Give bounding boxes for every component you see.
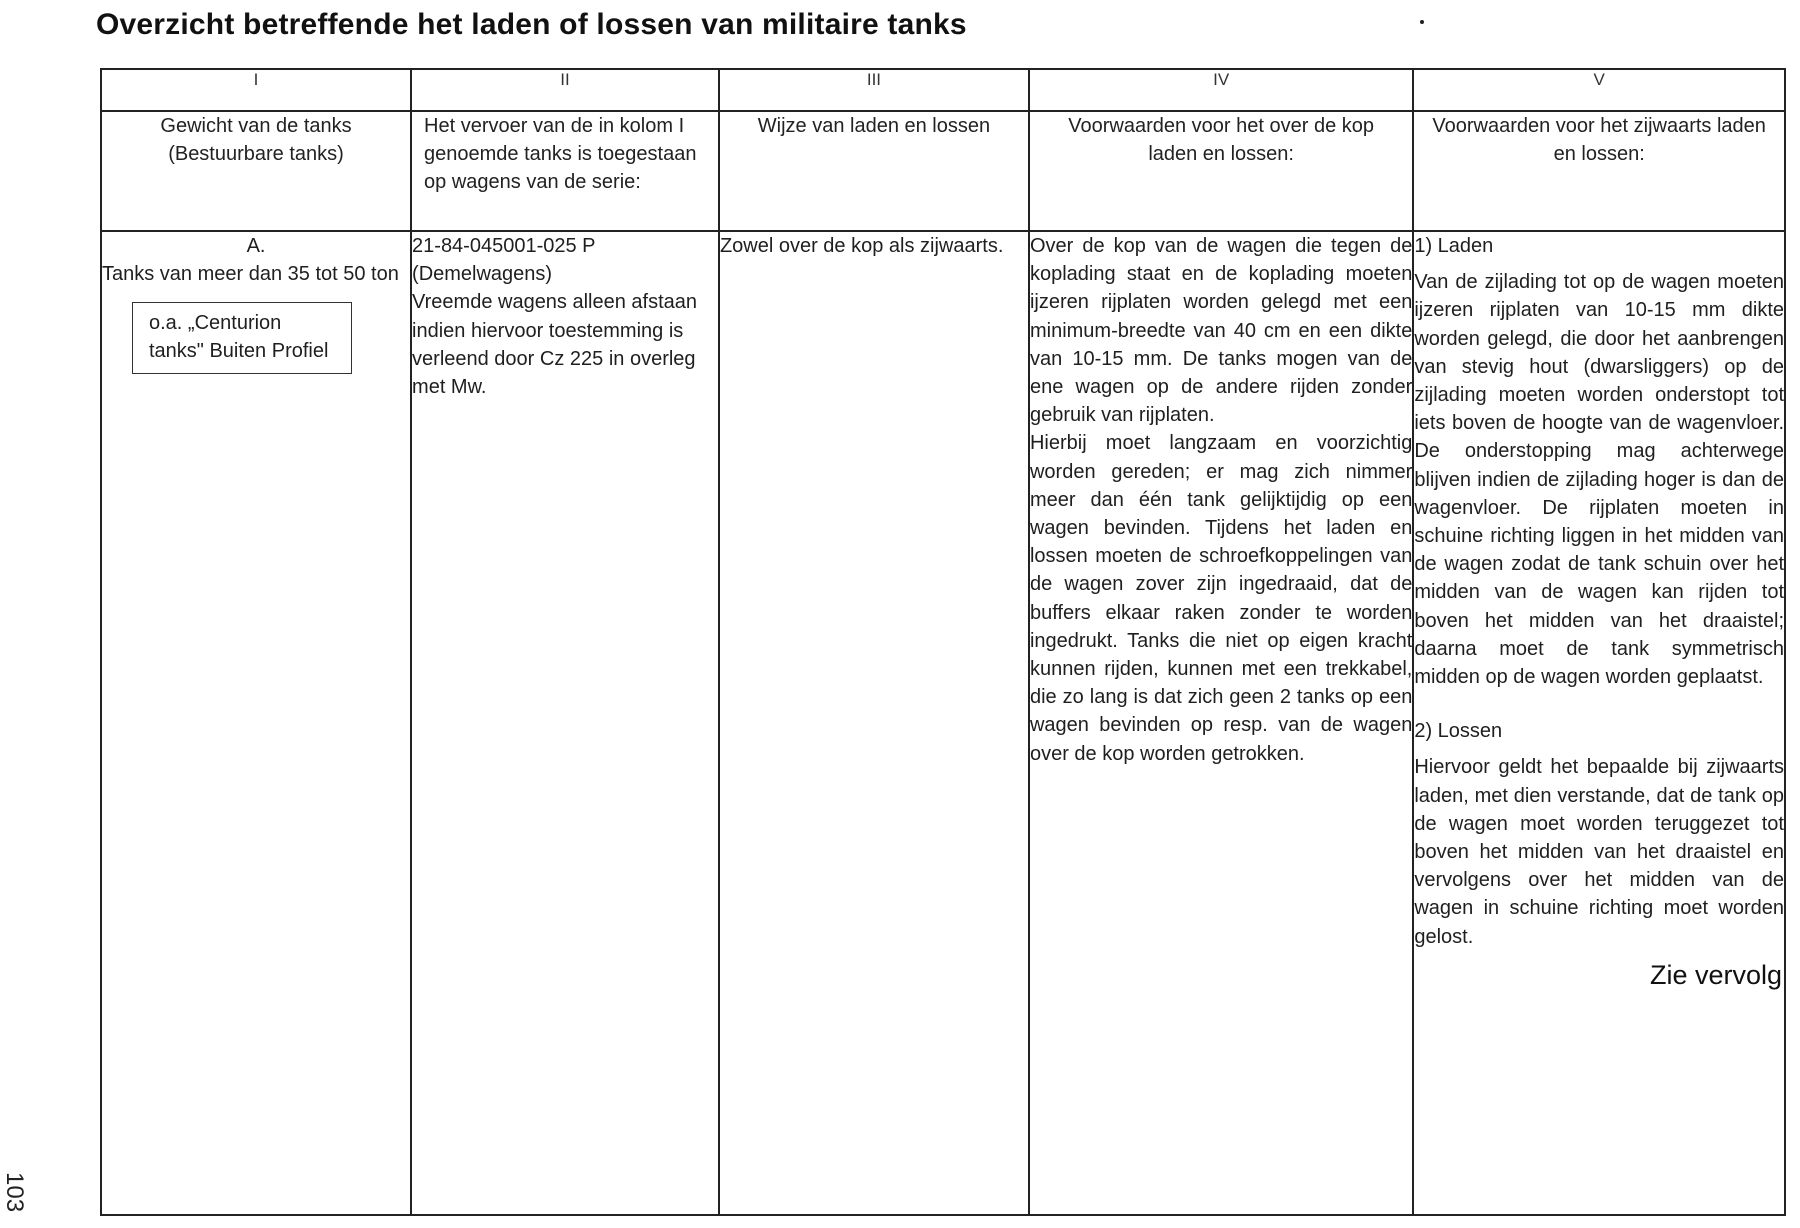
end-loading-paragraph-2: Hierbij moet langzaam en voorzichtig worden gereden; er mag zich nimmer meer dan één tank gelijktijdig op een wagen bevinden. Tijdens het laden en lossen moeten de schroefkoppelingen van de wagen zover zijn ingedraaid, dat de buffers elkaar raken zonder te worden ingedrukt. Tanks die niet op eigen kracht kunnen rijden, kunnen met een trekkabel, die zo lang is dat zich geen 2 tanks op een wagen bevinden op resp. van de wagen over de kop worden getrokken.	[1029, 432, 1413, 765]
unloading-paragraph: Hiervoor geldt het bepaalde bij zijwaarts laden, met dien verstande, dat de tank op de wagen moet worden teruggezet tot boven het midden van het draaistel en vervolgens over het midden van de wagen in schuine richting moet worden gelost.	[1414, 756, 1784, 948]
cell-weight	[101, 231, 411, 1215]
cell-method	[719, 231, 1029, 1215]
column-number-1: I	[101, 69, 411, 111]
column-number-5: V	[1413, 69, 1785, 111]
note-box: o.a. „Centurion tanks" Buiten Profiel	[132, 302, 352, 374]
column-number-4: IV	[1029, 69, 1413, 111]
page-number: 103	[1, 1172, 28, 1213]
loading-heading: 1) Laden	[1414, 235, 1494, 257]
header-side-loading-conditions: Voorwaarden voor het zijwaarts laden en lossen:	[1413, 111, 1785, 231]
unloading-heading: 2) Lossen	[1414, 720, 1503, 743]
cell-wagon-series	[411, 231, 719, 1215]
category-label: A.	[246, 235, 266, 257]
header-wagon-series: Het vervoer van de in kolom I genoemde tanks is toegestaan op wagens van de serie:	[411, 111, 719, 231]
cell-end-loading-conditions	[1029, 231, 1413, 1215]
page-title: Overzicht betreffende het laden of lossen van militaire tanks	[96, 8, 967, 41]
foreign-wagons-text: Vreemde wagens alleen afstaan indien hiervoor toestemming is verleend door Cz 225 in overleg met Mw.	[412, 291, 698, 399]
loading-paragraph: Van de zijlading tot op de wagen moeten ijzeren rijplaten van 10-15 mm dikte worden gelegd, die door het aanbrengen van stevig hout (dwarsliggers) op de zijlading moeten worden onderstopt tot iets boven de hoogte van de wagenvloer. De onderstopping mag achterwege blijven indien de zijlading hoger is dan de wagenvloer. De rijplaten moeten in schuine richting liggen in het midden van de wagen zodat de tank schuin over het midden van de wagen kan rijden tot boven het midden van het draaistel; daarna moet de tank symmetrisch midden op de wagen worden geplaatst.	[1414, 271, 1784, 689]
weight-text: Tanks van meer dan 35 tot 50 ton	[102, 263, 399, 286]
table-row	[101, 231, 1785, 1215]
header-end-loading-conditions: Voorwaarden voor het over de kop laden en lossen:	[1029, 111, 1413, 231]
column-number-2: II	[411, 69, 719, 111]
column-number-3: III	[719, 69, 1029, 111]
wagon-name: (Demelwagens)	[412, 263, 553, 286]
header-weight: Gewicht van de tanks (Bestuurbare tanks)	[101, 111, 411, 231]
speck-dot	[1420, 20, 1424, 24]
series-number: 21-84-045001-025 P	[412, 235, 596, 257]
method-text: Zowel over de kop als zijwaarts.	[719, 235, 1004, 257]
loading-table	[100, 68, 1786, 1216]
continued-note: Zie vervolg	[1649, 959, 1782, 990]
roman-header-row	[101, 69, 1785, 111]
end-loading-paragraph-1: Over de kop van de wagen die tegen de koplading staat en de koplading moeten ijzeren rijplaten worden gelegd met een minimum-breedte van 40 cm en een dikte van 10-15 mm. De tanks mogen van de ene wagen op de andere rijden zonder gebruik van rijplaten.	[1029, 235, 1413, 427]
column-header-row	[101, 111, 1785, 231]
cell-side-loading-conditions	[1413, 231, 1785, 1215]
header-method: Wijze van laden en lossen	[719, 111, 1029, 231]
